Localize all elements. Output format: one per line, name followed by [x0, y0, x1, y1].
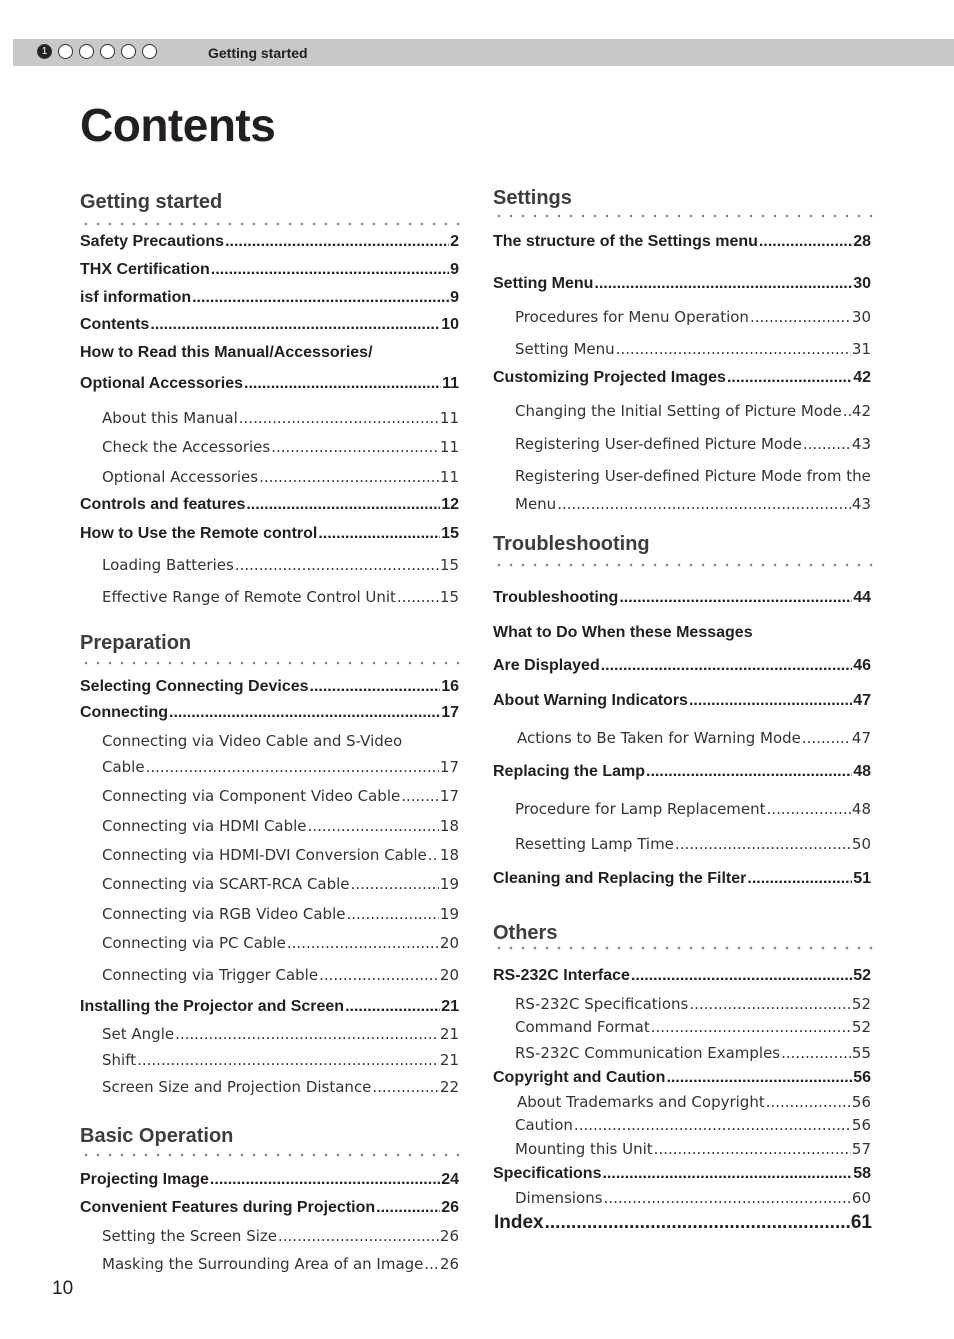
- toc-entry-page: 52: [851, 1018, 871, 1036]
- toc-subentry[interactable]: [102, 905, 459, 923]
- toc-entry-label: THX Certification: [80, 261, 210, 278]
- toc-subentry[interactable]: [102, 1227, 459, 1245]
- toc-entry-page: 11: [439, 409, 459, 427]
- toc-entry-page: 18: [439, 846, 459, 864]
- leader-dots: [675, 835, 851, 853]
- toc-entry-label: Registering User-defined Picture Mode: [515, 435, 802, 453]
- toc-entry-page: 15: [441, 525, 459, 542]
- leader-dots: [376, 1199, 440, 1217]
- leader-dots: [616, 340, 851, 358]
- toc-entry-label: Resetting Lamp Time: [515, 835, 674, 853]
- toc-entry[interactable]: [493, 967, 871, 985]
- leader-dots: [545, 1212, 850, 1234]
- toc-entry-page: 57: [851, 1140, 871, 1158]
- toc-entry[interactable]: [80, 704, 459, 722]
- leader-dots: [192, 289, 449, 307]
- toc-entry-page: 26: [439, 1227, 459, 1245]
- toc-entry-label: Selecting Connecting Devices: [80, 678, 309, 695]
- chapter-circle-current: 1: [37, 44, 52, 59]
- toc-entry[interactable]: [80, 233, 459, 251]
- toc-entry-label: Specifications: [493, 1165, 602, 1182]
- leader-dots: [397, 588, 439, 606]
- toc-entry-label: About this Manual: [102, 409, 238, 427]
- chapter-circle: [142, 44, 157, 59]
- toc-subentry[interactable]: [515, 308, 871, 326]
- leader-dots: [146, 758, 439, 776]
- toc-entry-page: 17: [439, 758, 459, 776]
- leader-dots: [225, 233, 449, 251]
- toc-entry[interactable]: [493, 692, 871, 710]
- toc-subentry[interactable]: [102, 934, 459, 952]
- toc-entry-page: 15: [439, 556, 459, 574]
- page-number: 10: [52, 1278, 74, 1299]
- toc-entry-page: 17: [439, 787, 459, 805]
- toc-entry-page: 19: [439, 905, 459, 923]
- toc-entry-label: Connecting via HDMI-DVI Conversion Cable: [102, 846, 427, 864]
- toc-entry-page: 43: [851, 495, 871, 513]
- toc-entry-label: Effective Range of Remote Control Unit: [102, 588, 396, 606]
- toc-entry[interactable]: [80, 289, 459, 307]
- toc-entry-page: 9: [450, 261, 459, 278]
- toc-entry[interactable]: [493, 1165, 871, 1183]
- toc-subentry[interactable]: [102, 1025, 459, 1043]
- toc-entry-label: Safety Precautions: [80, 233, 225, 250]
- toc-entry-label: Screen Size and Projection Distance: [102, 1078, 372, 1096]
- toc-entry-label: Installing the Projector and Screen: [80, 998, 345, 1015]
- toc-entry-page: 21: [439, 1051, 459, 1069]
- toc-entry-page: 50: [851, 835, 871, 853]
- heading-getting-started: Getting started: [80, 191, 223, 213]
- toc-entry-page: 26: [441, 1199, 459, 1216]
- heading-troubleshooting: Troubleshooting: [493, 533, 650, 555]
- leader-dots: [308, 817, 439, 835]
- toc-entry-page: 30: [851, 308, 871, 326]
- toc-entry-label: About Warning Indicators: [493, 692, 688, 709]
- leader-dots: [210, 1171, 440, 1189]
- toc-entry-label: RS-232C Communication Examples: [515, 1044, 781, 1062]
- toc-subentry[interactable]: [102, 758, 459, 776]
- leader-dots: [278, 1227, 439, 1245]
- toc-subentry-label-line1[interactable]: Connecting via Video Cable and S-Video: [102, 732, 403, 750]
- toc-entry-label: About Trademarks and Copyright: [517, 1093, 765, 1111]
- toc-entry[interactable]: [80, 375, 459, 393]
- leader-dots: [271, 438, 439, 456]
- toc-entry-page: 48: [851, 800, 871, 818]
- leader-dots: [631, 967, 852, 985]
- toc-subentry[interactable]: [102, 1051, 459, 1069]
- toc-entry-page: 47: [853, 692, 871, 709]
- toc-subentry[interactable]: [515, 402, 871, 420]
- toc-entry[interactable]: [493, 657, 871, 675]
- toc-subentry[interactable]: [102, 787, 459, 805]
- toc-entry-label: Setting the Screen Size: [102, 1227, 277, 1245]
- leader-dots: [246, 496, 440, 514]
- leader-dots: [759, 233, 852, 251]
- toc-entry-label: Menu: [515, 495, 557, 513]
- toc-subentry[interactable]: [102, 875, 459, 893]
- toc-entry-page: 42: [853, 369, 871, 386]
- toc-entry[interactable]: [80, 678, 459, 696]
- toc-entry-label: Procedures for Menu Operation: [515, 308, 749, 326]
- leader-dots: [239, 409, 439, 427]
- toc-entry-label: Replacing the Lamp: [493, 763, 646, 780]
- leader-dots: [346, 905, 438, 923]
- toc-entry[interactable]: [80, 1171, 459, 1189]
- toc-entry-page: 28: [853, 233, 871, 250]
- toc-entry-page: 11: [439, 468, 459, 486]
- toc-entry-page: 9: [450, 289, 459, 306]
- toc-entry[interactable]: [493, 763, 871, 781]
- toc-entry-label-line1[interactable]: What to Do When these Messages: [493, 624, 753, 641]
- leader-dots: [651, 1018, 851, 1036]
- toc-entry-label: Convenient Features during Projection: [80, 1199, 376, 1216]
- chapter-circle: [100, 44, 115, 59]
- leader-dots: [557, 495, 851, 513]
- toc-entry-label: Connecting via SCART-RCA Cable: [102, 875, 350, 893]
- toc-subentry[interactable]: [515, 1140, 871, 1158]
- toc-entry-page: 56: [851, 1116, 871, 1134]
- chapter-circle: [121, 44, 136, 59]
- leader-dots: [319, 966, 439, 984]
- leader-dots: [244, 375, 441, 393]
- leader-dots: [318, 525, 440, 543]
- leader-dots: [781, 1044, 851, 1062]
- toc-entry-page: 2: [450, 233, 459, 250]
- toc-subentry[interactable]: [102, 1255, 459, 1273]
- toc-entry[interactable]: [493, 369, 871, 387]
- toc-entry-label: Connecting via RGB Video Cable: [102, 905, 346, 923]
- toc-entry-label: Masking the Surrounding Area of an Image: [102, 1255, 424, 1273]
- toc-entry-label: Command Format: [515, 1018, 650, 1036]
- toc-entry-label: isf information: [80, 289, 192, 306]
- toc-subentry[interactable]: [102, 468, 459, 486]
- toc-entry-page: 12: [441, 496, 459, 513]
- heading-others: Others: [493, 922, 558, 944]
- toc-subentry[interactable]: [102, 588, 459, 606]
- leader-dots: [372, 1078, 438, 1096]
- toc-entry-label: Cable: [102, 758, 145, 776]
- heading-divider: [493, 946, 877, 950]
- leader-dots: [574, 1116, 851, 1134]
- toc-entry-label: RS-232C Interface: [493, 967, 630, 984]
- leader-dots: [601, 657, 852, 675]
- toc-entry[interactable]: [493, 870, 871, 888]
- toc-entry-page: 51: [853, 870, 871, 887]
- toc-entry-page: 52: [853, 967, 871, 984]
- toc-entry-page: 44: [853, 589, 871, 606]
- toc-entry-index[interactable]: [494, 1212, 872, 1234]
- toc-entry-label: Contents: [80, 316, 150, 333]
- leader-dots: [424, 1255, 439, 1273]
- leader-dots: [750, 308, 851, 326]
- toc-entry[interactable]: [80, 1199, 459, 1217]
- leader-dots: [843, 402, 851, 420]
- toc-entry-page: 61: [850, 1212, 872, 1233]
- toc-subentry[interactable]: [102, 1078, 459, 1096]
- toc-entry-label: Check the Accessories: [102, 438, 271, 456]
- toc-entry-label: Set Angle: [102, 1025, 175, 1043]
- heading-divider: [80, 1153, 464, 1157]
- toc-entry-label: Index: [494, 1212, 544, 1233]
- leader-dots: [345, 998, 440, 1016]
- heading-divider: [493, 563, 877, 567]
- toc-subentry[interactable]: [102, 556, 459, 574]
- toc-entry[interactable]: [493, 275, 871, 293]
- leader-dots: [351, 875, 439, 893]
- toc-entry-label: Optional Accessories: [102, 468, 259, 486]
- toc-entry-page: 58: [853, 1165, 871, 1182]
- toc-entry-page: 20: [439, 966, 459, 984]
- toc-entry-label: Setting Menu: [515, 340, 615, 358]
- heading-preparation: Preparation: [80, 632, 192, 654]
- toc-entry-page: 30: [853, 275, 871, 292]
- leader-dots: [211, 261, 449, 279]
- toc-entry-page: 56: [853, 1069, 871, 1086]
- toc-subentry[interactable]: [515, 1044, 871, 1062]
- leader-dots: [235, 556, 439, 574]
- toc-entry-page: 21: [441, 998, 459, 1015]
- toc-entry-label: Customizing Projected Images: [493, 369, 726, 386]
- toc-subentry[interactable]: [515, 1018, 871, 1036]
- leader-dots: [310, 678, 441, 696]
- toc-entry-label: Controls and features: [80, 496, 246, 513]
- toc-entry-page: 26: [439, 1255, 459, 1273]
- leader-dots: [602, 1165, 852, 1183]
- toc-subentry[interactable]: [102, 966, 459, 984]
- toc-subentry[interactable]: [515, 995, 871, 1013]
- toc-subentry[interactable]: [517, 729, 871, 747]
- toc-entry-page: 52: [851, 995, 871, 1013]
- toc-entry-page: 21: [439, 1025, 459, 1043]
- toc-entry-page: 43: [851, 435, 871, 453]
- toc-subentry[interactable]: [515, 1189, 871, 1207]
- toc-subentry[interactable]: [515, 340, 871, 358]
- toc-subentry[interactable]: [102, 438, 459, 456]
- leader-dots: [137, 1051, 439, 1069]
- toc-entry-page: 24: [441, 1171, 459, 1188]
- toc-entry-label: Connecting via HDMI Cable: [102, 817, 307, 835]
- leader-dots: [169, 704, 440, 722]
- toc-entry-label: Connecting via Trigger Cable: [102, 966, 319, 984]
- leader-dots: [175, 1025, 439, 1043]
- toc-entry-label: Copyright and Caution: [493, 1069, 666, 1086]
- leader-dots: [619, 589, 852, 607]
- toc-entry-page: 16: [441, 678, 459, 695]
- toc-entry[interactable]: [80, 496, 459, 514]
- leader-dots: [767, 800, 851, 818]
- heading-basic-operation: Basic Operation: [80, 1125, 234, 1147]
- leader-dots: [689, 995, 851, 1013]
- leader-dots: [646, 763, 852, 781]
- toc-entry-label: Loading Batteries: [102, 556, 234, 574]
- toc-entry[interactable]: [493, 589, 871, 607]
- leader-dots: [428, 846, 439, 864]
- toc-entry-label: Optional Accessories: [80, 375, 244, 392]
- toc-entry-page: 47: [851, 729, 871, 747]
- toc-entry[interactable]: [80, 261, 459, 279]
- toc-entry-page: 17: [441, 704, 459, 721]
- toc-entry-page: 19: [439, 875, 459, 893]
- toc-entry[interactable]: [80, 316, 459, 334]
- toc-entry-page: 11: [439, 438, 459, 456]
- toc-subentry-label-line1[interactable]: Registering User-defined Picture Mode from the: [515, 467, 871, 485]
- toc-entry-label: The structure of the Settings menu: [493, 233, 758, 250]
- leader-dots: [727, 369, 852, 387]
- heading-settings: Settings: [493, 187, 572, 209]
- toc-entry-page: 18: [439, 817, 459, 835]
- toc-entry[interactable]: [80, 998, 459, 1016]
- toc-entry-page: 42: [851, 402, 871, 420]
- toc-entry-label: Connecting via Component Video Cable: [102, 787, 401, 805]
- heading-divider: [80, 222, 464, 226]
- leader-dots: [766, 1093, 851, 1111]
- leader-dots: [689, 692, 852, 710]
- toc-entry-page: 56: [851, 1093, 871, 1111]
- toc-entry-label: Actions to Be Taken for Warning Mode: [517, 729, 801, 747]
- toc-entry[interactable]: [493, 1069, 871, 1087]
- toc-entry-page: 15: [439, 588, 459, 606]
- toc-entry-page: 55: [851, 1044, 871, 1062]
- leader-dots: [604, 1189, 851, 1207]
- toc-subentry[interactable]: [515, 835, 871, 853]
- toc-entry-page: 20: [439, 934, 459, 952]
- toc-entry-label: RS-232C Specifications: [515, 995, 689, 1013]
- toc-entry-label: Mounting this Unit: [515, 1140, 653, 1158]
- toc-subentry[interactable]: [102, 817, 459, 835]
- toc-entry-label: How to Use the Remote control: [80, 525, 318, 542]
- toc-entry-page: 11: [442, 375, 459, 392]
- toc-entry-page: 10: [441, 316, 459, 333]
- toc-entry-label: Dimensions: [515, 1189, 603, 1207]
- leader-dots: [259, 468, 439, 486]
- chapter-indicator: [37, 44, 157, 62]
- toc-entry-label: Projecting Image: [80, 1171, 209, 1188]
- toc-entry-page: 31: [851, 340, 871, 358]
- chapter-circle: [79, 44, 94, 59]
- chapter-circle: [58, 44, 73, 59]
- heading-divider: [80, 661, 464, 665]
- leader-dots: [803, 435, 851, 453]
- toc-subentry[interactable]: [515, 435, 871, 453]
- leader-dots: [150, 316, 440, 334]
- toc-entry-label: Connecting via PC Cable: [102, 934, 286, 952]
- toc-entry-page: 48: [853, 763, 871, 780]
- toc-subentry[interactable]: [515, 495, 871, 513]
- toc-subentry[interactable]: [102, 409, 459, 427]
- toc-entry-label: Are Displayed: [493, 657, 600, 674]
- header-section-label: Getting started: [208, 45, 308, 61]
- toc-entry-label: Changing the Initial Setting of Picture Mode: [515, 402, 842, 420]
- toc-entry-label: Caution: [515, 1116, 573, 1134]
- leader-dots: [287, 934, 439, 952]
- leader-dots: [666, 1069, 852, 1087]
- toc-entry-page: 46: [853, 657, 871, 674]
- toc-entry-label: Shift: [102, 1051, 137, 1069]
- heading-divider: [493, 214, 877, 218]
- toc-entry[interactable]: [80, 525, 459, 543]
- toc-entry-label: Cleaning and Replacing the Filter: [493, 870, 747, 887]
- leader-dots: [401, 787, 439, 805]
- toc-entry-page: 60: [851, 1189, 871, 1207]
- toc-entry-label-line1[interactable]: How to Read this Manual/Accessories/: [80, 344, 373, 361]
- toc-entry-page: 22: [439, 1078, 459, 1096]
- toc-subentry[interactable]: [517, 1093, 871, 1111]
- leader-dots: [802, 729, 851, 747]
- toc-entry-label: Troubleshooting: [493, 589, 619, 606]
- toc-subentry[interactable]: [515, 1116, 871, 1134]
- toc-entry[interactable]: [493, 233, 871, 251]
- toc-entry-label: Setting Menu: [493, 275, 594, 292]
- page-title: Contents: [80, 99, 276, 151]
- leader-dots: [747, 870, 852, 888]
- toc-entry-label: Connecting: [80, 704, 168, 721]
- toc-entry-label: Procedure for Lamp Replacement: [515, 800, 766, 818]
- toc-subentry[interactable]: [515, 800, 871, 818]
- toc-subentry[interactable]: [102, 846, 459, 864]
- leader-dots: [654, 1140, 851, 1158]
- leader-dots: [594, 275, 852, 293]
